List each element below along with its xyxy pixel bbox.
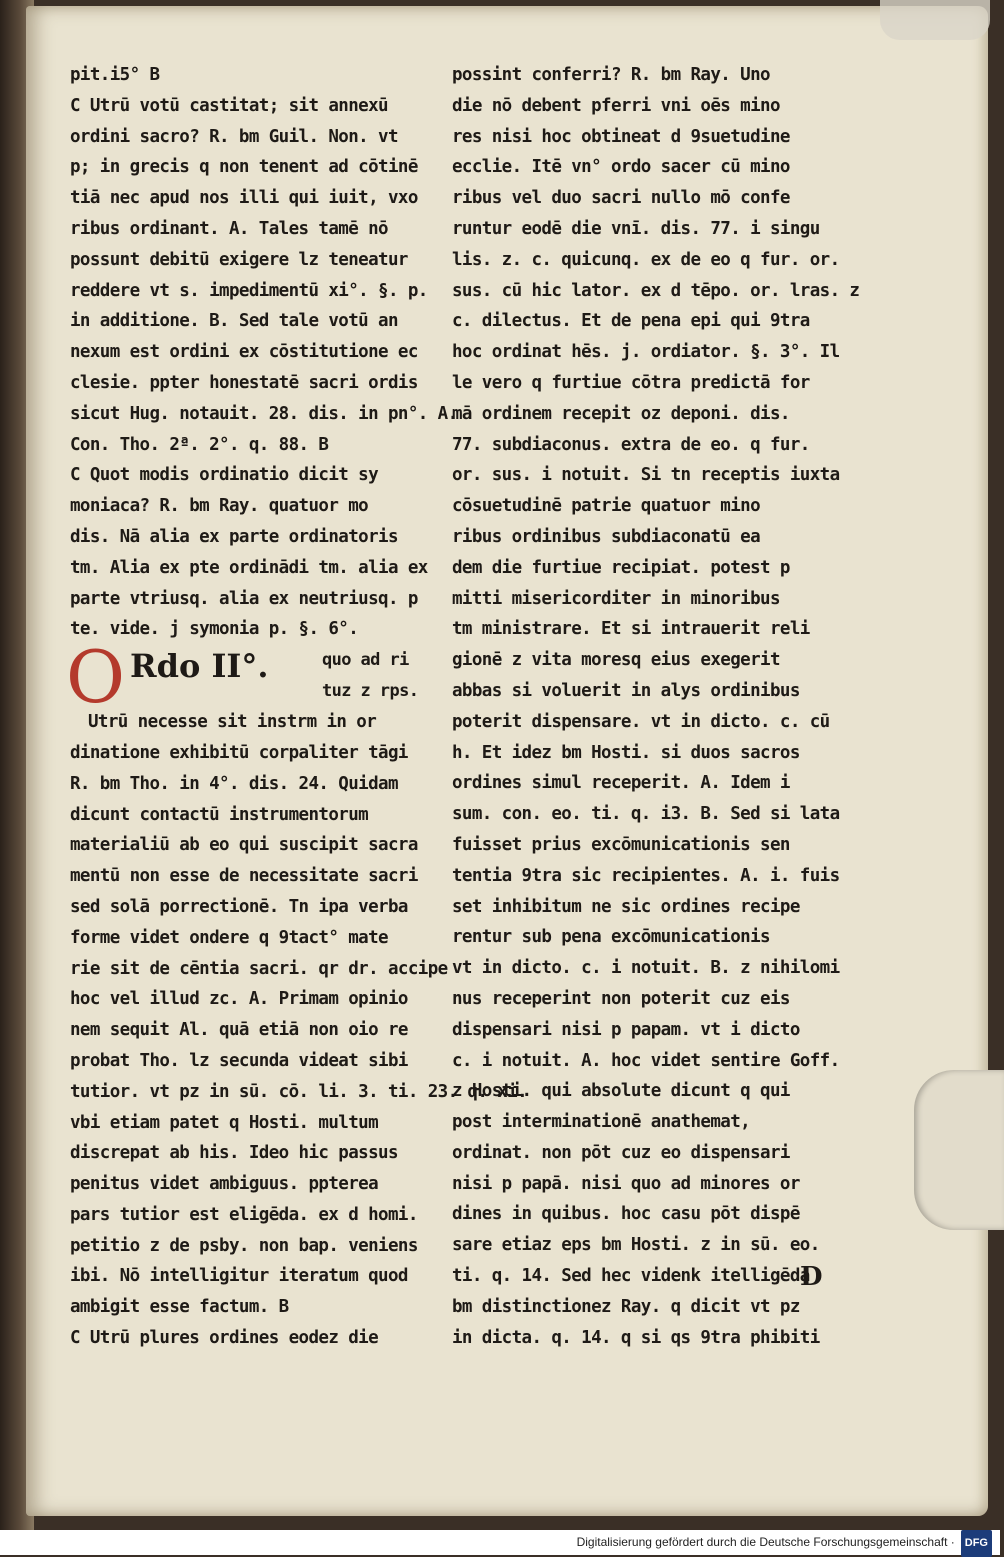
heading-side-line: tuz z rps. xyxy=(322,680,419,701)
text-line: tentia 9tra sic recipientes. A. i. fuis xyxy=(452,865,840,886)
catchword: D xyxy=(800,1262,823,1292)
text-line: z Hosti. qui absolute dicunt q qui xyxy=(452,1081,790,1102)
text-line: dinatione exhibitū corpaliter tāgi xyxy=(70,742,408,763)
text-line: runtur eodē die vnī. dis. 77. i singu xyxy=(452,218,820,239)
text-line: rentur sub pena excōmunicationis xyxy=(452,927,770,948)
text-line: poterit dispensare. vt in dicto. c. cū xyxy=(452,711,830,732)
text-line: res nisi hoc obtineat d 9suetudine xyxy=(452,126,790,147)
text-line: C Utrū votū castitat; sit annexū xyxy=(70,95,388,116)
heading-side-text xyxy=(322,645,442,707)
text-line: bm distinctionez Ray. q dicit vt pz xyxy=(452,1296,800,1317)
text-line: p; in grecis q non tenent ad cōtinē xyxy=(70,157,418,178)
text-line: materialiū ab eo qui suscipit sacra xyxy=(70,835,418,856)
right-paragraphs xyxy=(452,60,860,1353)
heading-side-line: quo ad ri xyxy=(322,650,409,671)
text-line: Utrū necesse sit instrm in or xyxy=(88,712,377,733)
text-line: dines in quibus. hoc casu pōt dispē xyxy=(452,1204,800,1225)
text-line: clesie. ppter honestatē sacri ordis xyxy=(70,372,418,393)
text-line: lis. z. c. quicunq. ex de eo q fur. or. xyxy=(452,249,840,270)
text-line: tm ministrare. Et si intrauerit reli xyxy=(452,619,810,640)
left-paragraphs-after-heading xyxy=(70,707,528,1354)
text-line: nus receperint non poterit cuz eis xyxy=(452,988,790,1009)
text-line: c. i notuit. A. hoc videt sentire Goff. xyxy=(452,1050,840,1071)
text-line: mitti misericorditer in minoribus xyxy=(452,588,780,609)
text-line: dispensari nisi p papam. vt i dicto xyxy=(452,1019,800,1040)
text-line: dicunt contactū instrumentorum xyxy=(70,804,369,825)
text-line: nem sequit Al. quā etiā non oio re xyxy=(70,1020,408,1041)
text-line: nexum est ordini ex cōstitutione ec xyxy=(70,342,418,363)
text-line: nisi p papā. nisi quo ad minores or xyxy=(452,1173,800,1194)
text-line: R. bm Tho. in 4°. dis. 24. Quidam xyxy=(70,773,398,794)
text-line: sare etiaz eps bm Hosti. z in sū. eo. xyxy=(452,1235,820,1256)
text-line: possunt debitū exigere lz teneatur xyxy=(70,249,408,270)
footer-text: Digitalisierung gefördert durch die Deutsche Forschungsgemeinschaft · xyxy=(576,1535,955,1549)
text-line: pit.i5° B xyxy=(70,65,160,85)
text-line: te. vide. j symonia p. §. 6°. xyxy=(70,619,359,640)
text-line: ambigit esse factum. B xyxy=(70,1297,289,1318)
text-line: petitio z de psby. non bap. veniens xyxy=(70,1235,418,1256)
text-line: le vero q furtiue cōtra predictā for xyxy=(452,372,810,393)
right-text-column xyxy=(452,60,860,1353)
left-text-column xyxy=(66,60,528,1354)
text-line: post interminationē anathemat, xyxy=(452,1112,751,1133)
text-line: die nō debent pferri vni oēs mino xyxy=(452,95,780,116)
text-line: in additione. B. Sed tale votū an xyxy=(70,311,398,332)
text-line: set inhibitum ne sic ordines recipe xyxy=(452,896,800,917)
text-line: penitus videt ambiguus. ppterea xyxy=(70,1174,379,1195)
text-line: gionē z vita moresq eius exegerit xyxy=(452,650,780,671)
text-line: tiā nec apud nos illi qui iuit, vxo xyxy=(70,188,418,209)
text-line: h. Et idez bm Hosti. si duos sacros xyxy=(452,742,800,763)
text-line: rie sit de cēntia sacri. qr dr. accipe xyxy=(70,958,448,979)
text-line: ti. q. 14. Sed hec videnk itelligēda xyxy=(452,1266,810,1287)
left-paragraphs-before-heading xyxy=(70,60,458,645)
text-line: vt in dicto. c. i notuit. B. z nihilomi xyxy=(452,958,840,979)
text-line: forme videt ondere q 9tact° mate xyxy=(70,927,388,948)
text-line: C Quot modis ordinatio dicit sy xyxy=(70,465,379,486)
text-line: sus. cū hic lator. ex d tēpo. or. lras. z xyxy=(452,280,860,301)
text-line: or. sus. i notuit. Si tn receptis iuxta xyxy=(452,465,840,486)
text-line: ribus ordinant. A. Tales tamē nō xyxy=(70,218,388,239)
text-line: ibi. Nō intelligitur iteratum quod xyxy=(70,1266,408,1287)
text-line: sum. con. eo. ti. q. i3. B. Sed si lata xyxy=(452,804,840,825)
text-line: tutior. vt pz in sū. cō. li. 3. ti. 23. q. xi. xyxy=(70,1081,528,1102)
red-initial-letter: O xyxy=(66,635,126,720)
page-edge-tab xyxy=(914,1070,1004,1230)
text-line: ordini sacro? R. bm Guil. Non. vt xyxy=(70,126,398,147)
text-line: ordines simul receperit. A. Idem i xyxy=(452,773,790,794)
text-line: ribus vel duo sacri nullo mō confe xyxy=(452,188,790,209)
text-line: tm. Alia ex pte ordinādi tm. alia ex xyxy=(70,557,428,578)
text-line: ordinat. non pōt cuz eo dispensari xyxy=(452,1142,790,1163)
text-line: sicut Hug. notauit. 28. dis. in pn°. A. xyxy=(70,403,458,424)
heading-title: Rdo II°. xyxy=(130,647,269,686)
text-line: fuisset prius excōmunicationis sen xyxy=(452,834,790,855)
funding-footer xyxy=(0,1530,1000,1555)
text-line: reddere vt s. impedimentū xi°. §. p. xyxy=(70,280,428,301)
text-line: moniaca? R. bm Ray. quatuor mo xyxy=(70,496,369,517)
text-line: dem die furtiue recipiat. potest p xyxy=(452,557,790,578)
text-line: cōsuetudinē patrie quatuor mino xyxy=(452,496,761,517)
text-line: in dicta. q. 14. q si qs 9tra phibiti xyxy=(452,1327,820,1348)
text-line: probat Tho. lz secunda videat sibi xyxy=(70,1050,408,1071)
text-line: abbas si voluerit in alys ordinibus xyxy=(452,680,800,701)
dfg-logo: DFG xyxy=(961,1530,992,1557)
text-line: hoc vel illud zc. A. Primam opinio xyxy=(70,989,408,1010)
text-line: sed solā porrectionē. Tn ipa verba xyxy=(70,896,408,917)
text-line: discrepat ab his. Ideo hic passus xyxy=(70,1143,398,1164)
text-line: 77. subdiaconus. extra de eo. q fur. xyxy=(452,434,810,455)
text-line: hoc ordinat hēs. j. ordiator. §. 3°. Il xyxy=(452,342,840,363)
text-line: ribus ordinibus subdiaconatū ea xyxy=(452,526,761,547)
text-line: mā ordinem recepit oz deponi. dis. xyxy=(452,403,790,424)
text-line: ecclie. Itē vn° ordo sacer cū mino xyxy=(452,157,790,178)
text-line: c. dilectus. Et de pena epi qui 9tra xyxy=(452,311,810,332)
text-line: possint conferri? R. bm Ray. Uno xyxy=(452,65,770,85)
text-line: pars tutior est eligēda. ex d homi. xyxy=(70,1204,418,1225)
section-heading xyxy=(66,635,430,720)
text-line: vbi etiam patet q Hosti. multum xyxy=(70,1112,379,1133)
text-line: Con. Tho. 2ª. 2°. q. 88. B xyxy=(70,434,329,455)
page-corner-clip xyxy=(880,0,990,40)
text-line: dis. Nā alia ex parte ordinatoris xyxy=(70,526,398,547)
text-line: C Utrū plures ordines eodez die xyxy=(70,1328,379,1349)
text-line: mentū non esse de necessitate sacri xyxy=(70,866,418,887)
text-line: parte vtriusq. alia ex neutriusq. p xyxy=(70,588,418,609)
